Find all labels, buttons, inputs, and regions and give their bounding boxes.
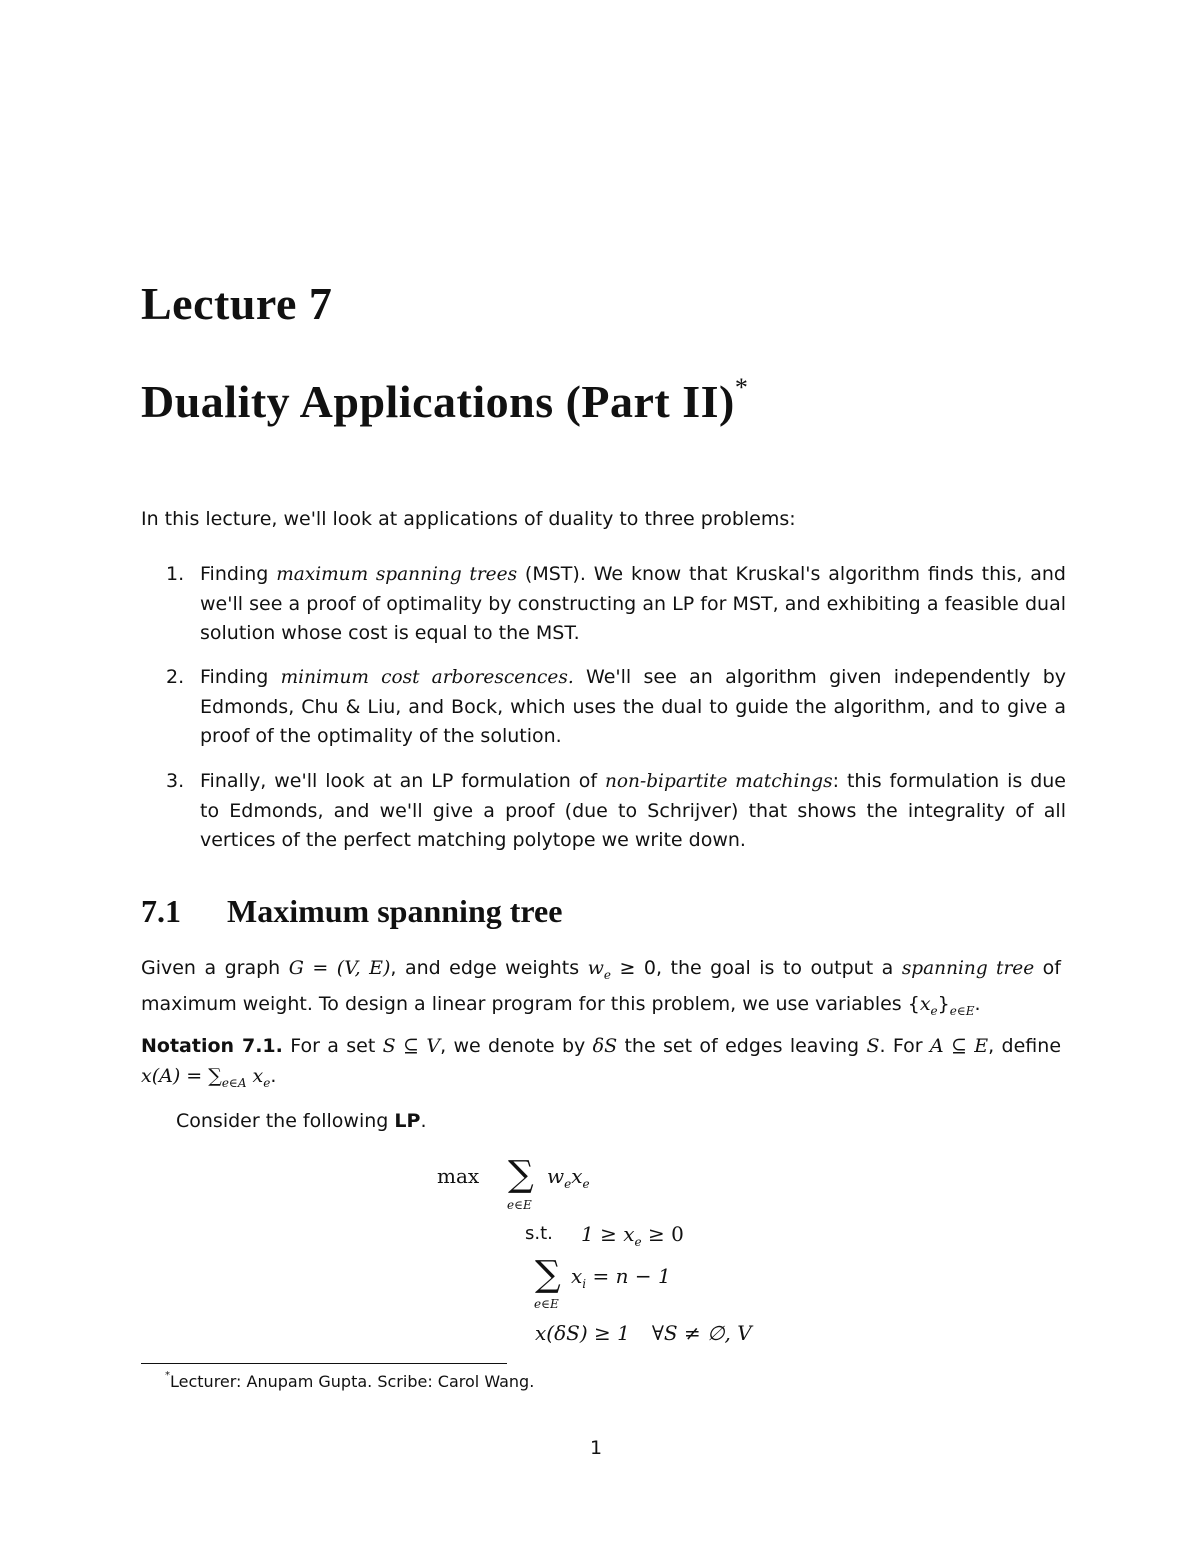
section-number: 7.1 <box>141 893 181 929</box>
math-var: ≥ 0 <box>641 1222 684 1246</box>
emphasis-text: non-bipartite matchings <box>605 771 833 792</box>
math-subscript: i <box>582 1277 587 1291</box>
paragraph-text: . <box>270 1064 277 1087</box>
footnote-text: Lecturer: Anupam Gupta. Scribe: Carol Wang. <box>170 1372 535 1391</box>
math-inline: w <box>587 957 604 979</box>
paragraph-text: . <box>974 993 981 1016</box>
paragraph-text: Consider the following <box>176 1110 395 1132</box>
paragraph-text: } <box>937 993 950 1016</box>
lp-max-label: max <box>437 1164 480 1188</box>
notation-label: Notation 7.1. <box>141 1035 283 1057</box>
math-var: x <box>571 1164 583 1188</box>
paragraph-text: , and edge weights <box>390 957 588 979</box>
emphasis-text: spanning tree <box>901 958 1035 979</box>
sum-subscript: e∈E <box>534 1297 559 1311</box>
list-item-number: 1. <box>166 563 185 585</box>
lp-bold-label: LP <box>394 1110 421 1132</box>
intro-paragraph: In this lecture, we'll look at applications of duality to three problems: <box>141 508 796 530</box>
paragraph-text: the set of edges leaving <box>617 1035 867 1057</box>
sum-subscript: e∈E <box>507 1198 532 1212</box>
footnote-rule <box>141 1363 507 1364</box>
math-inline: G = (V, E) <box>288 957 391 979</box>
paragraph-text: ≥ 0, the goal is to output a <box>611 957 902 979</box>
math-subscript: e <box>930 1004 938 1019</box>
footnote-mark: * <box>165 1370 170 1381</box>
chapter-heading: Lecture 7 <box>141 278 333 329</box>
paragraph-text: , define <box>988 1035 1062 1057</box>
paragraph-text: of maximum weight. To design a linear program for this problem, we use variables { <box>141 957 1061 1016</box>
math-var: 1 ≥ x <box>581 1222 635 1246</box>
paragraph-text: , we denote by <box>440 1035 593 1057</box>
math-subscript: e <box>634 1235 642 1249</box>
lp-st-label: s.t. <box>525 1223 553 1244</box>
math-inline: x <box>919 993 931 1016</box>
math-inline: S ⊆ V <box>382 1035 441 1057</box>
lp-objective <box>547 1164 590 1191</box>
math-var: x(δS) ≥ 1 <box>535 1321 630 1345</box>
page-number: 1 <box>590 1437 603 1459</box>
lp-constraint-cut <box>535 1321 752 1345</box>
list-item-text: Finding <box>200 563 277 585</box>
math-inline: A ⊆ E <box>929 1035 989 1057</box>
list-item-number: 3. <box>166 770 185 792</box>
math-var: = n − 1 <box>586 1264 671 1288</box>
emphasis-text: minimum cost arborescences. <box>280 667 574 688</box>
math-var: x <box>571 1264 583 1288</box>
title-footnote-mark: * <box>734 373 749 402</box>
list-item-number: 2. <box>166 666 185 688</box>
sum-symbol: ∑ <box>535 1254 561 1295</box>
lecture-title-text: Duality Applications (Part II) <box>141 376 735 427</box>
math-inline: S <box>866 1035 880 1057</box>
lp-constraint-bounds <box>581 1222 684 1249</box>
list-item-text: Finding <box>200 666 281 688</box>
math-subscript: e <box>564 1177 572 1191</box>
math-inline: δS <box>592 1035 618 1057</box>
list-item-text: (MST). We know that Kruskal's algorithm finds this, and we'll see a proof of optimality by constructing an LP for MST, and exhibiting a feasible dual solution whose cost is equal to the MST. <box>200 563 1066 644</box>
math-subscript: e <box>582 1177 590 1191</box>
math-inline: x(A) = ∑ <box>141 1064 222 1087</box>
math-subscript: e <box>603 967 611 982</box>
list-item-text: Finally, we'll look at an LP formulation of <box>200 770 605 792</box>
footnote <box>165 1372 534 1391</box>
math-var: ∀S ≠ ∅, V <box>651 1321 752 1345</box>
section-title: Maximum spanning tree <box>227 893 563 929</box>
math-inline: x <box>246 1064 264 1087</box>
lp-constraint-sum <box>571 1264 671 1291</box>
math-subscript: e∈A <box>221 1075 247 1090</box>
paragraph-text: . <box>420 1110 427 1132</box>
math-var: w <box>547 1164 565 1188</box>
emphasis-text: maximum spanning trees <box>276 564 518 585</box>
math-subscript: e <box>263 1075 271 1090</box>
paragraph-text: For a set <box>282 1035 383 1057</box>
math-subscript: e∈E <box>949 1004 975 1019</box>
sum-symbol: ∑ <box>508 1154 534 1195</box>
list-item-text: We'll see an algorithm given independently by Edmonds, Chu & Liu, and Bock, which uses the dual to guide the algorithm, and to give a proof of the optimality of the solution. <box>200 666 1067 747</box>
list-item-text: : this formulation is due to Edmonds, and we'll give a proof (due to Schrijver) that shows the integrality of all vertices of the perfect matching polytope we write down. <box>200 770 1066 851</box>
paragraph-text: . For <box>879 1035 930 1057</box>
paragraph-text: Given a graph <box>141 957 289 979</box>
